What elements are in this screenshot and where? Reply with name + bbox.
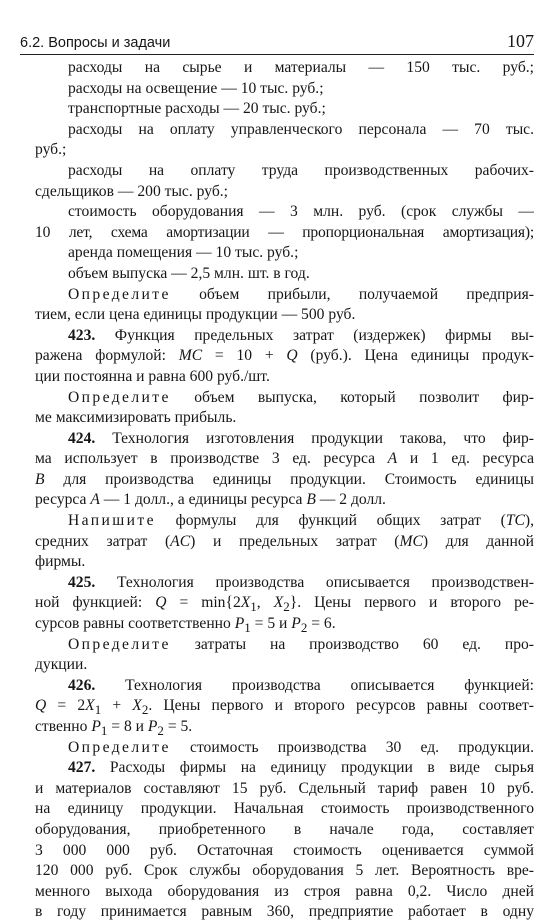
task-verb: Определите [68,285,171,303]
text-run: ции постоянна и равна 600 руб./шт. [35,367,270,385]
page-number: 107 [507,31,534,51]
math-variable: A [90,491,100,509]
text-run: ма использует в производстве 3 ед. ресурса [35,450,388,468]
text-line [35,655,534,676]
math-variable: P [291,615,301,633]
text-run: ресурса [35,491,91,509]
section-title: 6.2. Вопросы и задачи [20,35,171,51]
text-line [35,820,534,841]
text-run: = 6. [307,615,336,633]
subscript: 2 [283,599,290,615]
math-variable: B [306,491,316,509]
math-variable: X [273,594,284,612]
text-line [35,902,534,923]
math-variable: P [147,718,158,735]
text-run: и 1 ед. ресурса [397,450,534,468]
text-line [35,490,534,511]
math-variable: MC [178,347,203,365]
text-line [35,470,534,491]
text-line [35,882,534,903]
math-variable: X [240,594,251,612]
text-run: }. Цены первого и второго ре- [289,594,534,612]
math-variable: X [85,697,95,715]
text-line [35,243,534,264]
text-line [35,223,534,244]
text-line [35,120,534,141]
text-run: Технология производства описывается производствен- [95,573,534,591]
math-variable: A [387,450,398,468]
text-run: 10 лет, схема амортизации — пропорциональная амортизация); [35,223,534,241]
math-variable: P [91,718,101,735]
text-line [35,696,534,717]
text-line [35,408,534,429]
text-run: аренда помещения — 10 тыс. руб.; [68,244,299,262]
subscript: 1 [100,723,108,738]
running-header [20,28,534,55]
text-run: 120 000 руб. Срок службы оборудования 5 лет. Вероятность вре- [35,862,534,880]
text-run: = 2 [46,697,86,715]
text-line [35,532,534,553]
text-run: ственно [35,718,92,735]
text-line [35,79,534,100]
task-verb: Напишите [68,512,156,530]
text-line [35,758,534,779]
text-run: стоимость оборудования — 3 млн. руб. (срок службы — [68,203,534,221]
text-run: расходы на оплату управленческого персонала — 70 тыс. [68,120,534,138]
math-variable: AC [170,532,191,550]
problem-number: 425. [68,573,96,591]
text-run: объем выпуска — 2,5 млн. шт. в год. [68,264,310,282]
text-run: Функция предельных затрат (издержек) фирмы вы- [95,326,534,344]
text-line [35,717,534,738]
text-line [35,429,534,450]
text-line [35,573,534,594]
text-run: тием, если цена единицы продукции — 500 руб. [35,306,356,324]
text-line [35,593,534,614]
text-line [35,161,534,182]
subscript: 1 [244,620,251,635]
text-run: оборудования, приобретенного в начале года, составляет [35,820,534,838]
text-run: фирмы. [35,553,86,571]
text-run: ) для данной [422,532,534,550]
text-run: расходы на сырье и материалы — 150 тыс. руб.; [68,59,534,76]
task-verb: Определите [68,635,171,653]
text-run: и материалов составляют 15 руб. Сдельный тариф равен 10 руб. [35,779,534,797]
text-run: ражена формулой: [35,347,179,365]
text-run: расходы на оплату труда производственных рабочих- [68,161,534,179]
text-run: на единицу продукции. Начальная стоимость производственного [35,800,534,818]
text-line [35,738,534,759]
text-run: формулы для функций общих затрат ( [155,512,506,530]
text-run: расходы на освещение — 10 тыс. руб.; [68,79,324,97]
text-line [35,264,534,285]
text-run: ной функцией: [35,594,156,612]
math-variable: P [234,615,245,633]
text-line [35,511,534,532]
text-line [35,388,534,409]
text-line [35,779,534,800]
text-run: + [101,697,133,715]
text-line [35,346,534,367]
text-run: менного выхода оборудования из строя равна 0,2. Число дней [35,882,534,900]
text-line [35,326,534,347]
text-run: средних затрат ( [35,532,171,550]
problem-number: 426. [68,676,96,694]
text-line [35,799,534,820]
text-run: стоимость производства 30 ед. продукции. [170,738,534,756]
text-run: . Цены первого и второго ресурсов равны соответ- [148,697,534,715]
text-line [35,285,534,306]
math-variable: X [132,697,142,715]
text-run: = 10 + [202,347,287,365]
text-run: Расходы фирмы на единицу продукции в виде сырья [95,759,534,777]
text-run: сурсов равны соответственно [35,615,235,633]
text-run: 3 000 000 руб. Остаточная стоимость оценивается суммой [35,841,534,859]
text-run: = 5 и [250,615,292,633]
text-line [35,58,534,79]
text-run: (руб.). Цена единицы продук- [297,347,534,365]
text-run: = 5. [163,718,193,735]
task-verb: Определите [68,738,171,756]
text-run: руб.; [35,141,67,159]
math-variable: Q [286,347,298,365]
text-line [35,140,534,161]
text-run: Технология производства описывается функцией: [95,676,534,694]
text-run: в году принимается равным 360, предприятие работает в одну [35,903,534,921]
text-line [35,861,534,882]
page-text [35,58,534,923]
text-run: для производства единицы продукции. Стоимость единицы [44,470,534,488]
text-run: , [256,594,274,612]
math-variable: MC [399,532,423,550]
text-run: = 8 и [107,718,148,735]
text-line [35,367,534,388]
text-run: транспортные расходы — 20 тыс. руб.; [68,100,326,118]
text-run: ), [524,512,534,530]
text-line [35,449,534,470]
text-run: сдельщиков — 200 тыс. руб.; [35,182,229,200]
text-run: — 1 долл., а единицы ресурса [99,491,307,509]
text-run: ме максимизировать прибыль. [35,409,237,427]
subscript: 2 [300,620,308,635]
text-run: Технология изготовления продукции такова, что фир- [95,429,534,447]
problem-number: 423. [68,326,96,344]
text-line [35,99,534,120]
text-run: — 2 долл. [315,491,386,509]
text-run: затраты на производство 60 ед. про- [170,635,534,653]
problem-number: 427. [68,759,96,777]
text-run: ) и предельных затрат ( [190,532,400,550]
subscript: 1 [94,702,102,717]
subscript: 1 [250,599,257,615]
text-line [35,552,534,573]
text-line [35,182,534,203]
text-line [35,841,534,862]
text-line [35,676,534,697]
math-variable: Q [35,697,47,715]
text-run: дукции. [35,656,88,674]
math-variable: B [35,470,45,488]
text-run: объем прибыли, получаемой предприя- [170,285,534,303]
text-line [35,202,534,223]
text-line [35,614,534,635]
text-run: объем выпуска, который позволит фир- [170,388,534,406]
problem-number: 424. [68,429,96,447]
math-variable: Q [155,594,167,612]
math-variable: TC [505,512,525,530]
subscript: 2 [157,723,164,738]
text-run: = min{2 [166,594,241,612]
text-line [35,305,534,326]
task-verb: Определите [68,388,171,406]
text-line [35,635,534,656]
subscript: 2 [141,702,149,717]
